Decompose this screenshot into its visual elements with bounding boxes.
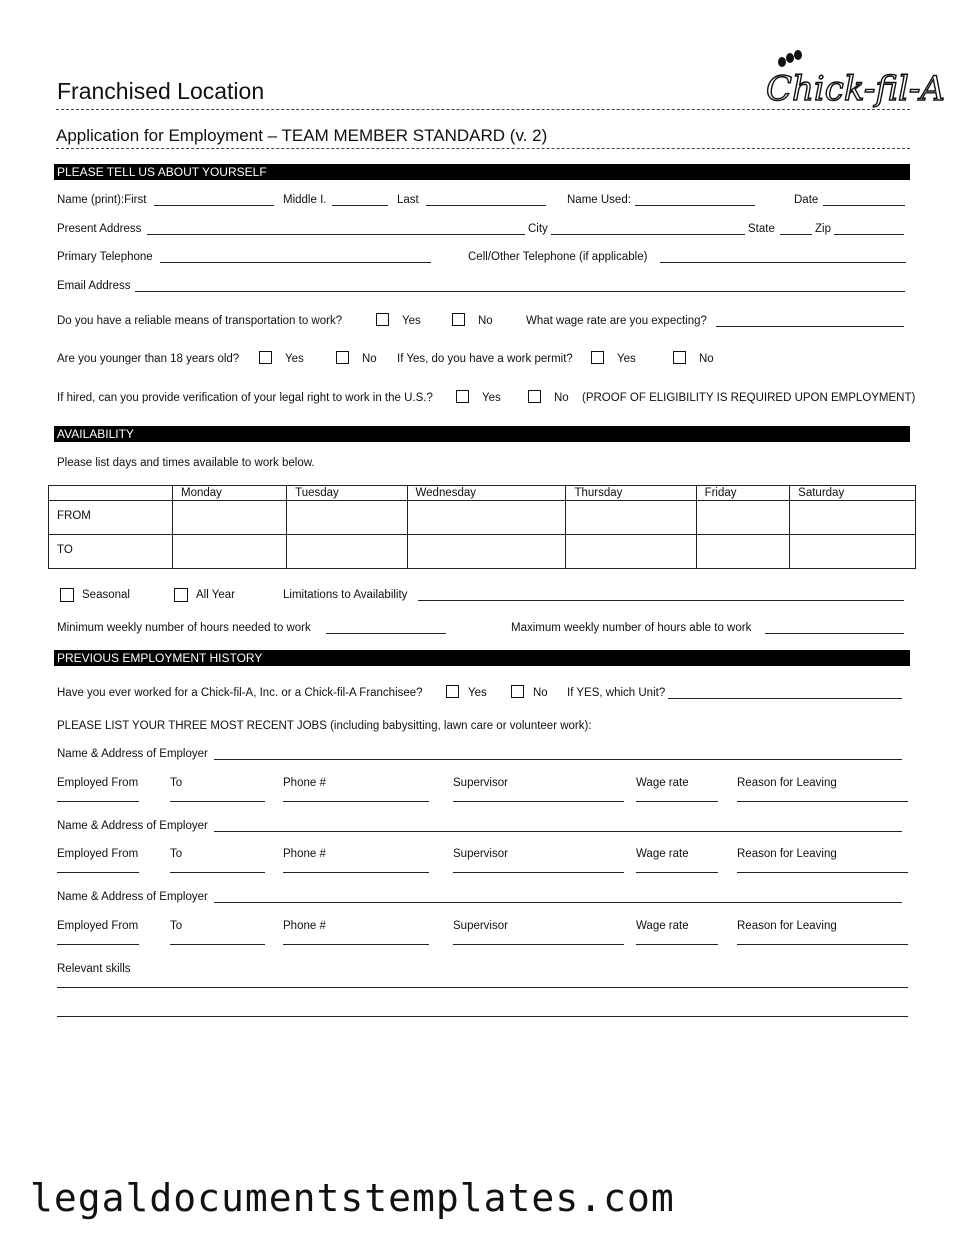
wage-rate-1-label: Wage rate [636, 777, 689, 789]
wage-rate-2-field[interactable] [636, 872, 718, 873]
subtitle-divider [56, 148, 910, 149]
zip-field[interactable] [834, 234, 904, 235]
to-friday-cell[interactable] [696, 535, 790, 569]
phone-3-label: Phone # [283, 920, 326, 932]
transport-yes-checkbox[interactable] [376, 313, 389, 326]
legal-right-question: If hired, can you provide verification of your legal right to work in the U.S.? [57, 392, 433, 404]
proof-eligibility-note: (PROOF OF ELIGIBILITY IS REQUIRED UPON EMPLOYMENT) [582, 392, 916, 404]
availability-instructions: Please list days and times available to work below. [57, 457, 315, 469]
middle-initial-label: Middle I. [283, 194, 327, 206]
employer-2-label: Name & Address of Employer [57, 820, 208, 832]
primary-phone-label: Primary Telephone [57, 251, 153, 263]
to-1-label: To [170, 777, 183, 789]
reason-1-label: Reason for Leaving [737, 777, 837, 789]
table-corner-cell [49, 486, 173, 501]
section-employment-header: PREVIOUS EMPLOYMENT HISTORY [54, 650, 910, 666]
transport-no-label: No [478, 315, 493, 327]
to-thursday-cell[interactable] [566, 535, 696, 569]
supervisor-2-field[interactable] [453, 872, 624, 873]
all-year-checkbox[interactable] [174, 588, 188, 602]
supervisor-1-field[interactable] [453, 801, 624, 802]
email-field[interactable] [135, 291, 905, 292]
legal-right-no-checkbox[interactable] [528, 390, 541, 403]
day-header-saturday: Saturday [790, 486, 916, 501]
table-row [49, 535, 916, 569]
supervisor-3-field[interactable] [453, 944, 624, 945]
wage-question: What wage rate are you expecting? [526, 315, 707, 327]
to-wednesday-cell[interactable] [407, 535, 566, 569]
employer-3-field[interactable] [214, 902, 902, 903]
day-header-monday: Monday [173, 486, 287, 501]
city-field[interactable] [551, 234, 745, 235]
supervisor-2-label: Supervisor [453, 848, 508, 860]
last-name-label: Last [397, 194, 419, 206]
reason-2-field[interactable] [737, 872, 908, 873]
present-address-field[interactable] [147, 234, 525, 235]
phone-2-label: Phone # [283, 848, 326, 860]
work-permit-yes-checkbox[interactable] [591, 351, 604, 364]
employed-from-3-label: Employed From [57, 920, 139, 932]
worked-yes-checkbox[interactable] [446, 685, 459, 698]
employer-2-field[interactable] [214, 831, 902, 832]
transport-question: Do you have a reliable means of transportation to work? [57, 315, 343, 327]
day-header-thursday: Thursday [566, 486, 696, 501]
legal-right-yes-label: Yes [482, 392, 501, 404]
all-year-label: All Year [196, 589, 236, 601]
legal-right-no-label: No [554, 392, 569, 404]
wage-rate-2-label: Wage rate [636, 848, 689, 860]
supervisor-3-label: Supervisor [453, 920, 508, 932]
under-18-yes-checkbox[interactable] [259, 351, 272, 364]
worked-yes-label: Yes [468, 687, 487, 699]
to-3-label: To [170, 920, 183, 932]
day-header-wednesday: Wednesday [407, 486, 566, 501]
email-label: Email Address [57, 280, 131, 292]
work-permit-yes-label: Yes [617, 353, 636, 365]
limitations-label: Limitations to Availability [283, 589, 408, 601]
employed-from-3-field[interactable] [57, 944, 139, 945]
phone-3-field[interactable] [283, 944, 429, 945]
name-used-field[interactable] [635, 205, 755, 206]
availability-table [48, 485, 916, 569]
limitations-field[interactable] [418, 600, 904, 601]
transport-no-checkbox[interactable] [452, 313, 465, 326]
worked-no-checkbox[interactable] [511, 685, 524, 698]
employer-3-label: Name & Address of Employer [57, 891, 208, 903]
employed-from-2-label: Employed From [57, 848, 139, 860]
under-18-no-checkbox[interactable] [336, 351, 349, 364]
from-friday-cell[interactable] [696, 501, 790, 535]
min-hours-field[interactable] [326, 633, 446, 634]
from-thursday-cell[interactable] [566, 501, 696, 535]
reason-3-label: Reason for Leaving [737, 920, 837, 932]
skills-line-1[interactable] [57, 987, 908, 988]
middle-initial-field[interactable] [332, 205, 388, 206]
to-2-label: To [170, 848, 183, 860]
date-field[interactable] [823, 205, 905, 206]
last-name-field[interactable] [426, 205, 546, 206]
name-first-label: Name (print):First [57, 194, 147, 206]
page-title: Franchised Location [57, 78, 265, 104]
section-availability-header: AVAILABILITY [54, 426, 910, 442]
first-name-field[interactable] [154, 205, 274, 206]
phone-2-field[interactable] [283, 872, 429, 873]
reason-1-field[interactable] [737, 801, 908, 802]
city-label: City [528, 223, 548, 235]
employed-from-1-field[interactable] [57, 801, 139, 802]
which-unit-field[interactable] [668, 698, 902, 699]
wage-expected-field[interactable] [716, 326, 904, 327]
skills-line-2[interactable] [57, 1016, 908, 1017]
to-row-label: TO [49, 535, 173, 569]
to-2-field[interactable] [170, 872, 265, 873]
to-3-field[interactable] [170, 944, 265, 945]
state-field[interactable] [780, 234, 812, 235]
relevant-skills-label: Relevant skills [57, 963, 131, 975]
svg-text:Chick-fil-A: Chick-fil-A [766, 69, 945, 109]
watermark-footer: legaldocumentstemplates.com [30, 1176, 675, 1220]
chick-fil-a-logo [762, 50, 945, 110]
min-hours-label: Minimum weekly number of hours needed to work [57, 622, 311, 634]
max-hours-field[interactable] [765, 633, 904, 634]
to-tuesday-cell[interactable] [287, 535, 407, 569]
section-about-header: PLEASE TELL US ABOUT YOURSELF [54, 164, 910, 180]
phone-1-label: Phone # [283, 777, 326, 789]
work-permit-no-checkbox[interactable] [673, 351, 686, 364]
wage-rate-1-field[interactable] [636, 801, 718, 802]
primary-phone-field[interactable] [160, 262, 431, 263]
under-18-question: Are you younger than 18 years old? [57, 353, 240, 365]
seasonal-checkbox[interactable] [60, 588, 74, 602]
table-row [49, 501, 916, 535]
which-unit-label: If YES, which Unit? [567, 687, 666, 699]
under-18-yes-label: Yes [285, 353, 304, 365]
to-saturday-cell[interactable] [790, 535, 916, 569]
cell-phone-field[interactable] [660, 262, 906, 263]
wage-rate-3-label: Wage rate [636, 920, 689, 932]
from-saturday-cell[interactable] [790, 501, 916, 535]
zip-label: Zip [815, 223, 831, 235]
from-wednesday-cell[interactable] [407, 501, 566, 535]
to-monday-cell[interactable] [173, 535, 287, 569]
from-tuesday-cell[interactable] [287, 501, 407, 535]
worked-no-label: No [533, 687, 548, 699]
reason-2-label: Reason for Leaving [737, 848, 837, 860]
header-divider [56, 109, 910, 110]
day-header-friday: Friday [696, 486, 790, 501]
present-address-label: Present Address [57, 223, 142, 235]
transport-yes-label: Yes [402, 315, 421, 327]
seasonal-label: Seasonal [82, 589, 130, 601]
cell-phone-label: Cell/Other Telephone (if applicable) [468, 251, 648, 263]
form-subtitle: Application for Employment – TEAM MEMBER STANDARD (v. 2) [56, 126, 548, 145]
day-header-tuesday: Tuesday [287, 486, 407, 501]
under-18-no-label: No [362, 353, 377, 365]
employed-from-1-label: Employed From [57, 777, 139, 789]
legal-right-yes-checkbox[interactable] [456, 390, 469, 403]
from-monday-cell[interactable] [173, 501, 287, 535]
work-permit-no-label: No [699, 353, 714, 365]
name-used-label: Name Used: [567, 194, 631, 206]
list-jobs-note: PLEASE LIST YOUR THREE MOST RECENT JOBS (including babysitting, lawn care or volunteer work): [57, 720, 592, 732]
to-1-field[interactable] [170, 801, 265, 802]
worked-chickfila-question: Have you ever worked for a Chick-fil-A, Inc. or a Chick-fil-A Franchisee? [57, 687, 423, 699]
work-permit-question: If Yes, do you have a work permit? [397, 353, 573, 365]
wage-rate-3-field[interactable] [636, 944, 718, 945]
employer-1-field[interactable] [214, 759, 902, 760]
state-label: State [748, 223, 775, 235]
supervisor-1-label: Supervisor [453, 777, 508, 789]
employer-1-label: Name & Address of Employer [57, 748, 208, 760]
from-row-label: FROM [49, 501, 173, 535]
phone-1-field[interactable] [283, 801, 429, 802]
reason-3-field[interactable] [737, 944, 908, 945]
date-label: Date [794, 194, 819, 206]
employed-from-2-field[interactable] [57, 872, 139, 873]
max-hours-label: Maximum weekly number of hours able to work [511, 622, 752, 634]
